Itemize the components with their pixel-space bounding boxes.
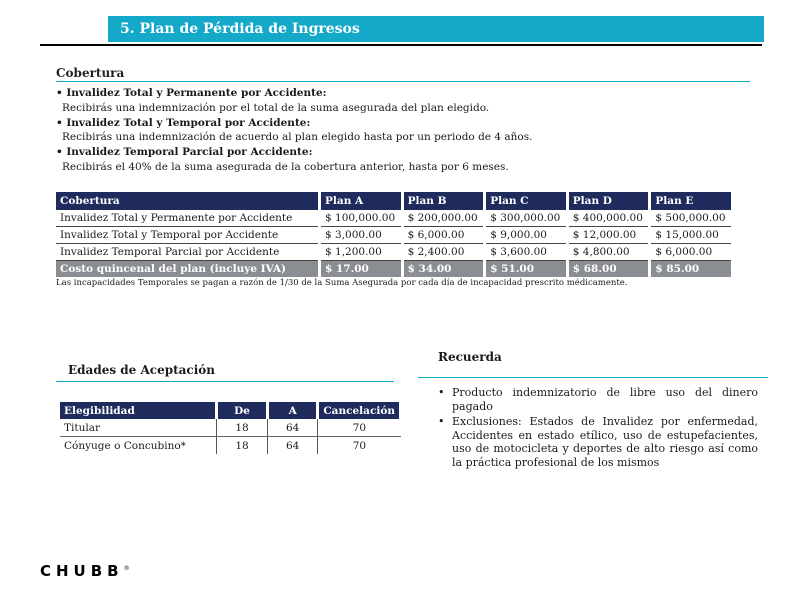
coverage-item-desc: Recibirás el 40% de la suma asegurada de la cobertura anterior, hasta por 6 meses. xyxy=(62,160,509,173)
table-cell: $ 200,000.00 xyxy=(402,210,485,227)
table-cell: $ 15,000.00 xyxy=(650,227,733,244)
table-cell: 64 xyxy=(268,437,318,455)
table-cell: 18 xyxy=(217,437,268,455)
plans-header-cell: Plan A xyxy=(320,192,403,210)
table-cell: $ 100,000.00 xyxy=(320,210,403,227)
recuerda-heading-rule xyxy=(418,377,768,378)
registered-mark: ® xyxy=(123,565,130,572)
table-cell: $ 1,200.00 xyxy=(320,244,403,261)
recuerda-heading: Recuerda xyxy=(438,350,502,364)
coverage-item-title: Invalidez Total y Permanente por Accidente: xyxy=(66,87,327,99)
coverage-item-desc: Recibirás una indemnización de acuerdo al plan elegido hasta por un periodo de 4 años. xyxy=(62,131,533,144)
table-row xyxy=(56,244,733,261)
plans-header-cell: Plan B xyxy=(402,192,485,210)
table-row xyxy=(60,419,401,437)
table-cell: Titular xyxy=(60,419,217,437)
coverage-item: • Invalidez Total y Temporal por Accidente: Recibirás una indemnización de acuerdo al plan elegido hasta por un periodo de 4 años. xyxy=(56,116,756,146)
table-cell: $ 300,000.00 xyxy=(485,210,568,227)
ages-header-cell: A xyxy=(268,402,318,419)
table-cell: 18 xyxy=(217,419,268,437)
table-cell: Cónyuge o Concubino* xyxy=(60,437,217,455)
recuerda-list xyxy=(436,386,758,472)
table-cell: $ 68.00 xyxy=(567,261,650,278)
plans-table-header xyxy=(56,192,733,210)
table-cell: $ 6,000.00 xyxy=(402,227,485,244)
list-item: • Exclusiones: Estados de Invalidez por enfermedad, Accidentes en estado etílico, uso de estupefacientes, uso de motocicleta y deportes de alto riesgo así como la práctica profesional de los mismos xyxy=(436,415,758,469)
plans-header-cell: Plan D xyxy=(567,192,650,210)
table-cell: $ 12,000.00 xyxy=(567,227,650,244)
table-cell: 70 xyxy=(352,439,367,452)
list-item: • Producto indemnizatorio de libre uso del dinero pagado xyxy=(436,386,758,413)
coverage-heading: Cobertura xyxy=(56,66,125,80)
coverage-item: • Invalidez Total y Permanente por Accidente: Recibirás una indemnización por el total de la suma asegurada del plan elegido. xyxy=(56,86,756,116)
table-cell: Invalidez Total y Temporal por Accidente xyxy=(56,227,320,244)
table-cell: $ 3,600.00 xyxy=(485,244,568,261)
table-cell: $ 6,000.00 xyxy=(650,244,733,261)
coverage-item-desc: Recibirás una indemnización por el total de la suma asegurada del plan elegido. xyxy=(62,101,490,114)
ages-header-cell: De xyxy=(217,402,268,419)
chubb-logo xyxy=(40,562,130,580)
table-cell: $ 4,800.00 xyxy=(567,244,650,261)
coverage-list xyxy=(56,86,756,175)
ages-header-cell: Cancelación xyxy=(318,402,401,419)
table-row xyxy=(56,227,733,244)
table-cell: 70 xyxy=(318,419,401,437)
table-row xyxy=(56,210,733,227)
table-cell: Costo quincenal del plan (incluye IVA) xyxy=(56,261,320,278)
table-cell: $ 2,400.00 xyxy=(402,244,485,261)
ages-header-cell: Elegibilidad xyxy=(60,402,217,419)
coverage-item-title: Invalidez Total y Temporal por Accidente: xyxy=(66,116,311,129)
table-cell: $ 400,000.00 xyxy=(567,210,650,227)
plans-header-cell: Cobertura xyxy=(56,192,320,210)
table-cell: $ 17.00 xyxy=(320,261,403,278)
plans-header-cell: Plan E xyxy=(650,192,733,210)
ages-heading: Edades de Aceptación xyxy=(68,363,216,377)
plans-header-cell: Plan C xyxy=(485,192,568,210)
table-cell: Invalidez Total y Permanente por Accidente xyxy=(56,210,320,227)
coverage-item: • Invalidez Temporal Parcial por Accidente: Recibirás el 40% de la suma asegurada de la cobertura anterior, hasta por 6 meses. xyxy=(56,145,756,175)
table-cell: $ 500,000.00 xyxy=(650,210,733,227)
plans-table xyxy=(56,192,734,277)
ages-table xyxy=(60,402,402,454)
table-cell: 64 xyxy=(268,419,318,437)
table-row xyxy=(60,437,401,455)
header-rule xyxy=(40,44,762,46)
plans-footnote: Las incapacidades Temporales se pagan a razón de 1/30 de la Suma Asegurada por cada día de incapacidad prescrito médicamente. xyxy=(56,278,628,288)
coverage-heading-rule xyxy=(56,81,750,82)
cost-row xyxy=(56,261,733,278)
coverage-item-title: Invalidez Temporal Parcial por Accidente: xyxy=(66,146,313,159)
ages-heading-rule xyxy=(56,381,394,382)
table-cell: $ 85.00 xyxy=(650,261,733,278)
ages-table-header xyxy=(60,402,401,419)
table-cell: Invalidez Temporal Parcial por Accidente xyxy=(56,244,320,261)
table-cell: $ 3,000.00 xyxy=(320,227,403,244)
table-cell: $ 9,000.00 xyxy=(485,227,568,244)
section-title-banner: 5. Plan de Pérdida de Ingresos xyxy=(108,16,764,42)
logo-text: CHUBB xyxy=(40,562,124,580)
table-cell: $ 34.00 xyxy=(402,261,485,278)
table-cell: $ 51.00 xyxy=(485,261,568,278)
